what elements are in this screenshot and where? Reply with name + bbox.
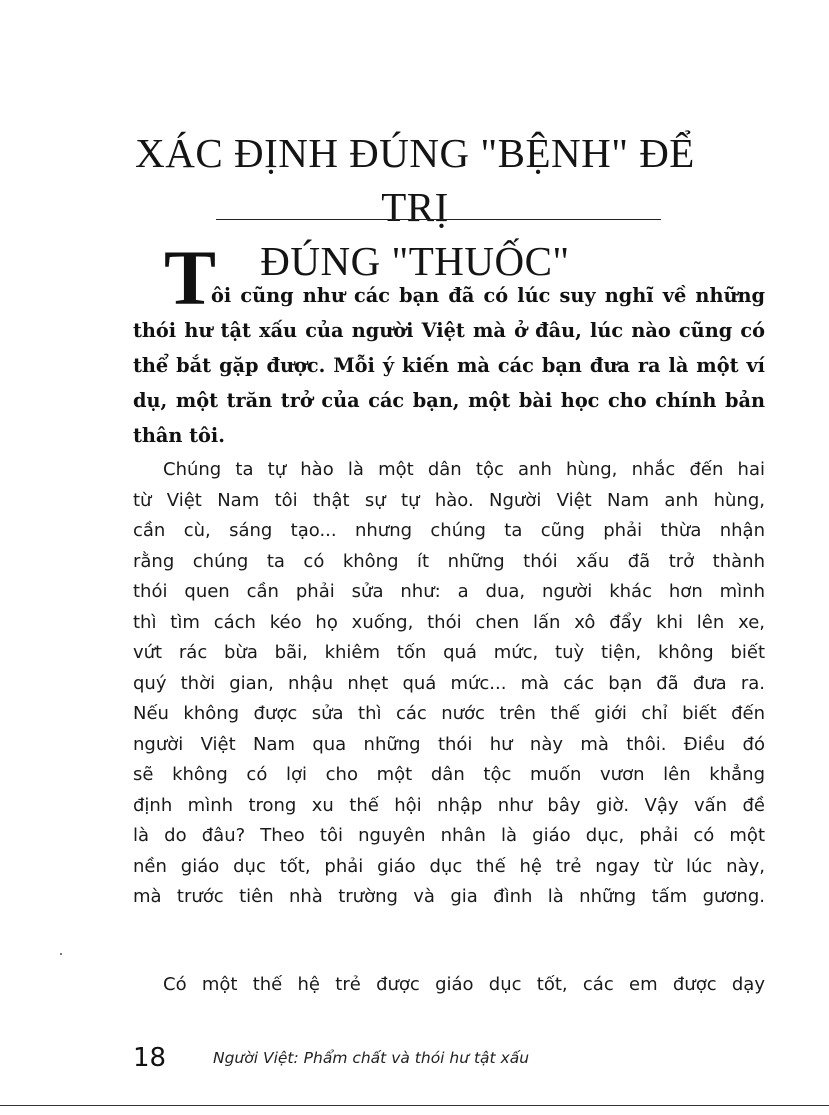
- chapter-title-line-1: XÁC ĐỊNH ĐÚNG "BỆNH" ĐỂ TRỊ: [135, 130, 695, 230]
- chapter-title-line-2: ĐÚNG "THUỐC": [260, 238, 570, 284]
- scan-speck: [60, 953, 62, 955]
- body-line: là do đâu? Theo tôi nguyên nhân là giáo dục, phải có một: [133, 825, 765, 846]
- body-paragraph-2: [133, 970, 765, 1001]
- body-line: mà trước tiên nhà trường và gia đình là những tấm gương.: [133, 886, 765, 907]
- running-title: Người Việt: Phẩm chất và thói hư tật xấu: [213, 1049, 530, 1067]
- body-line: định mình trong xu thế hội nhập như bây giờ. Vậy vấn đề: [133, 794, 765, 816]
- intro-line: ôi cũng như các bạn đã có lúc suy nghĩ về những: [211, 284, 765, 307]
- drop-cap: T: [164, 234, 217, 321]
- body-line: người Việt Nam qua những thói hư này mà thôi. Điều đó: [133, 733, 765, 755]
- intro-line: dụ, một trăn trở của các bạn, một bài học cho chính bản: [133, 389, 765, 412]
- page-number: 18: [133, 1043, 167, 1073]
- body-line: sẽ không có lợi cho một dân tộc muốn vươn lên khẳng: [133, 764, 765, 785]
- body-line: nền giáo dục tốt, phải giáo dục thế hệ trẻ ngay từ lúc này,: [133, 855, 765, 877]
- body-line: cần cù, sáng tạo... nhưng chúng ta cũng phải thừa nhận: [133, 520, 765, 541]
- body-line: rằng chúng ta có không ít những thói xấu đã trở thành: [133, 550, 765, 572]
- body-line: thì tìm cách kéo họ xuống, thói chen lấn xô đẩy khi lên xe,: [133, 611, 765, 633]
- intro-line: thói hư tật xấu của người Việt mà ở đâu, lúc nào cũng có: [133, 319, 765, 342]
- page-footer: [133, 1040, 765, 1080]
- body-line: thói quen cần phải sửa như: a dua, người khác hơn mình: [133, 581, 765, 602]
- intro-line: thể bắt gặp được. Mỗi ý kiến mà các bạn đưa ra là một ví: [133, 354, 765, 377]
- bottom-edge-line: [0, 1105, 829, 1106]
- body-line: quý thời gian, nhậu nhẹt quá mức... mà các bạn đã đưa ra.: [133, 672, 765, 694]
- body-line: từ Việt Nam tôi thật sự tự hào. Người Việt Nam anh hùng,: [133, 489, 765, 511]
- body-line: vứt rác bừa bãi, khiêm tốn quá mức, tuỳ tiện, không biết: [133, 642, 765, 663]
- intro-line: thân tôi.: [133, 424, 225, 447]
- title-underline: [216, 219, 661, 220]
- body-line: Có một thế hệ trẻ được giáo dục tốt, các em được dạy: [163, 974, 765, 995]
- body-paragraph-1: [133, 455, 765, 913]
- intro-paragraph: [133, 234, 765, 453]
- body-line: Chúng ta tự hào là một dân tộc anh hùng, nhắc đến hai: [163, 459, 765, 480]
- body-line: Nếu không được sửa thì các nước trên thế giới chỉ biết đến: [133, 703, 765, 724]
